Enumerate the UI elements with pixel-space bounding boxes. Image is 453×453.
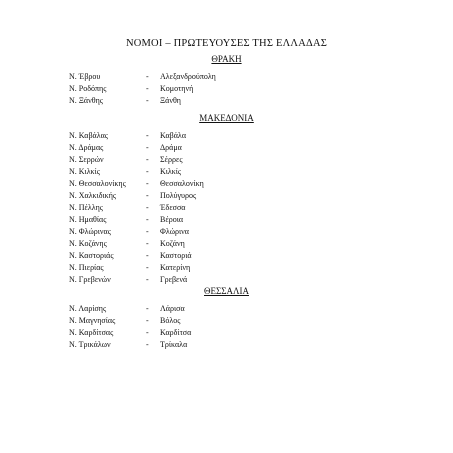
prefecture-name: Ν. Δράμας — [69, 143, 104, 152]
prefecture-name: Ν. Ροδόπης — [69, 84, 107, 93]
capital-name: Βέροια — [160, 215, 184, 224]
prefecture-name: Ν. Φλώρινας — [69, 227, 111, 236]
section-heading-thrace: ΘΡΑΚΗ — [211, 54, 242, 64]
separator-dash: - — [146, 251, 149, 260]
separator-dash: - — [146, 84, 149, 93]
prefecture-name: Ν. Καστοριάς — [69, 251, 114, 260]
capital-name: Αλεξανδρούπολη — [160, 72, 216, 81]
list-item — [0, 316, 453, 328]
capital-name: Καρδίτσα — [160, 328, 192, 337]
capital-name: Τρίκαλα — [160, 340, 188, 349]
list-item — [0, 167, 453, 179]
capital-name: Καστοριά — [160, 251, 192, 260]
list-item — [0, 239, 453, 251]
section-heading-macedonia: ΜΑΚΕΔΟΝΙΑ — [199, 113, 254, 123]
separator-dash: - — [146, 304, 149, 313]
separator-dash: - — [146, 203, 149, 212]
list-item — [0, 84, 453, 96]
capital-name: Θεσσαλονίκη — [160, 179, 204, 188]
prefecture-name: Ν. Μαγνησίας — [69, 316, 116, 325]
separator-dash: - — [146, 191, 149, 200]
list-item — [0, 203, 453, 215]
separator-dash: - — [146, 215, 149, 224]
separator-dash: - — [146, 143, 149, 152]
list-item — [0, 72, 453, 84]
capital-name: Καβάλα — [160, 131, 187, 140]
list-item — [0, 131, 453, 143]
prefecture-name: Ν. Γρεβενών — [69, 275, 111, 284]
capital-name: Φλώρινα — [160, 227, 189, 236]
prefecture-name: Ν. Χαλκιδικής — [69, 191, 117, 200]
capital-name: Κοζάνη — [160, 239, 185, 248]
list-item — [0, 179, 453, 191]
prefecture-name: Ν. Κιλκίς — [69, 167, 100, 176]
list-item — [0, 304, 453, 316]
separator-dash: - — [146, 263, 149, 272]
separator-dash: - — [146, 72, 149, 81]
list-item — [0, 191, 453, 203]
capital-name: Ξάνθη — [160, 96, 181, 105]
prefecture-name: Ν. Πέλλης — [69, 203, 103, 212]
capital-name: Βόλος — [160, 316, 181, 325]
prefecture-name: Ν. Ημαθίας — [69, 215, 107, 224]
separator-dash: - — [146, 340, 149, 349]
list-item — [0, 263, 453, 275]
list-item — [0, 227, 453, 239]
capital-name: Πολύγυρος — [160, 191, 197, 200]
prefecture-name: Ν. Κοζάνης — [69, 239, 107, 248]
list-item — [0, 143, 453, 155]
separator-dash: - — [146, 155, 149, 164]
capital-name: Σέρρες — [160, 155, 183, 164]
prefecture-name: Ν. Καρδίτσας — [69, 328, 114, 337]
prefecture-name: Ν. Σερρών — [69, 155, 104, 164]
separator-dash: - — [146, 227, 149, 236]
prefecture-name: Ν. Καβάλας — [69, 131, 108, 140]
list-item — [0, 340, 453, 352]
capital-name: Κιλκίς — [160, 167, 182, 176]
list-item — [0, 215, 453, 227]
list-item — [0, 328, 453, 340]
capital-name: Κατερίνη — [160, 263, 191, 272]
separator-dash: - — [146, 328, 149, 337]
prefecture-name: Ν. Έβρου — [69, 72, 101, 81]
separator-dash: - — [146, 316, 149, 325]
separator-dash: - — [146, 179, 149, 188]
prefecture-name: Ν. Λαρίσης — [69, 304, 107, 313]
separator-dash: - — [146, 239, 149, 248]
separator-dash: - — [146, 96, 149, 105]
list-item — [0, 96, 453, 108]
document-title: ΝΟΜΟΙ – ΠΡΩΤΕΥΟΥΣΕΣ ΤΗΣ ΕΛΛΑΔΑΣ — [125, 38, 328, 49]
capital-name: Κομοτηνή — [160, 84, 194, 93]
list-item — [0, 155, 453, 167]
capital-name: Λάρισα — [160, 304, 185, 313]
separator-dash: - — [146, 131, 149, 140]
list-item — [0, 251, 453, 263]
prefecture-name: Ν. Ξάνθης — [69, 96, 103, 105]
prefecture-name: Ν. Θεσσαλονίκης — [69, 179, 126, 188]
prefecture-name: Ν. Πιερίας — [69, 263, 104, 272]
section-heading-thessaly: ΘΕΣΣΑΛΙΑ — [204, 286, 249, 296]
prefecture-name: Ν. Τρικάλων — [69, 340, 111, 349]
capital-name: Έδεσσα — [160, 203, 186, 212]
capital-name: Γρεβενά — [160, 275, 188, 284]
separator-dash: - — [146, 167, 149, 176]
capital-name: Δράμα — [160, 143, 182, 152]
separator-dash: - — [146, 275, 149, 284]
